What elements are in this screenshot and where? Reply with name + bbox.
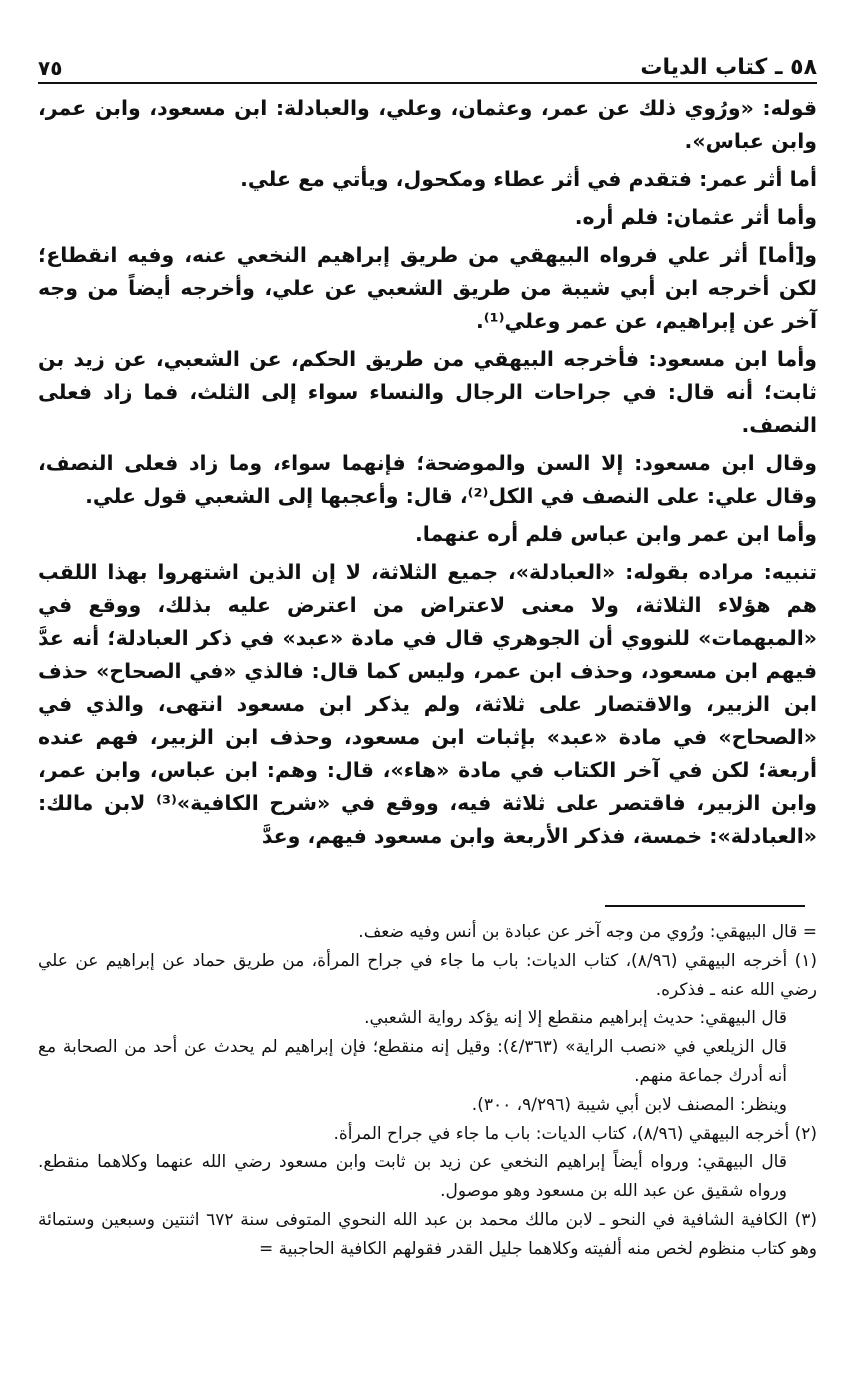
paragraph-7: وأما ابن عمر وابن عباس فلم أره عنهما. xyxy=(415,522,817,546)
paragraph-6: وقال ابن مسعود: إلا السن والموضحة؛ فإنهما سواء، وما زاد فعلى النصف، وقال علي: على النصف في الكل⁽²⁾، قال: وأعجبها إلى الشعبي قول علي. xyxy=(38,451,817,508)
header-rule xyxy=(38,82,817,84)
footnote-2: (٢) أخرجه البيهقي (٨/٩٦)، كتاب الديات: باب ما جاء في جراح المرأة. xyxy=(333,1123,817,1144)
footnote-1-note-b: قال الزيلعي في «نصب الراية» (٤/٣٦٣): وقيل إنه منقطع؛ فإن إبراهيم لم يحدث عن أحد من الصحابة مع أنه أدرك جماعة منهم. xyxy=(38,1037,787,1086)
footnote-1-note-a: قال البيهقي: حديث إبراهيم منقطع إلا إنه يؤكد رواية الشعبي. xyxy=(364,1008,787,1029)
footnotes xyxy=(38,918,817,1264)
footnote-1: (١) أخرجه البيهقي (٨/٩٦)، كتاب الديات: باب ما جاء في جراح المرأة، من طريق حماد عن إبراهيم عن علي رضي الله عنه ـ فذكره. xyxy=(38,950,817,1000)
folio-number: ٧٥ xyxy=(38,56,63,80)
paragraph-5: وأما ابن مسعود: فأخرجه البيهقي من طريق الحكم، عن الشعبي، عن زيد بن ثابت؛ أنه قال: في جراحات الرجال والنساء سواء إلى الثلث، فما زاد فعلى النصف. xyxy=(38,347,817,437)
paragraph-2: أما أثر عمر: فتقدم في أثر عطاء ومكحول، ويأتي مع علي. xyxy=(240,167,817,191)
running-head: ٥٨ ـ كتاب الديات xyxy=(640,55,817,80)
footnote-separator xyxy=(605,905,805,907)
page-header xyxy=(38,40,817,80)
paragraph-8: تنبيه: مراده بقوله: «العبادلة»، جميع الثلاثة، لا إن الذين اشتهروا بهذا اللقب هم هؤلاء الثلاثة، ولا معنى لاعتراض من اعترض عليه بذلك، ووقع في «المبهمات» للنووي أن الجوهري قال في مادة «عبد» في ذكر العبادلة؛ أنه عدَّ فيهم ابن مسعود، وحذف ابن عمر، وليس كما قال: فالذي «في الصحاح» حذف ابن الزبير، والاقتصار على ثلاثة، ولم يذكر ابن مسعود انتهى، والذي في «الصحاح» في مادة «عبد» بإثبات ابن مسعود، وحذف ابن الزبير، فهم عنده أربعة؛ لكن في آخر الكتاب في مادة «هاء»، قال: وهم: ابن عباس، وابن عمر، وابن الزبير، فاقتصر على ثلاثة فيه، ووقع في «شرح الكافية»⁽³⁾ لابن مالك: «العبادلة»: خمسة، فذكر الأربعة وابن مسعود فيهم، وعدَّ xyxy=(38,560,817,848)
footnote-1-note-c: وينظر: المصنف لابن أبي شيبة (٩/٢٩٦، ٣٠٠). xyxy=(471,1094,787,1115)
footnote-2-note-a: قال البيهقي: ورواه أيضاً إبراهيم النخعي عن زيد بن ثابت وابن مسعود رضي الله عنهما وكلاهما منقطع. ورواه شقيق عن عبد الله بن مسعود وهو موصول. xyxy=(38,1152,787,1202)
paragraph-1: قوله: «ورُوي ذلك عن عمر، وعثمان، وعلي، والعبادلة: ابن مسعود، وابن عمر، وابن عباس». xyxy=(38,96,817,153)
main-text xyxy=(38,92,817,858)
paragraph-4: و[أما] أثر علي فرواه البيهقي من طريق إبراهيم النخعي عنه، وفيه انقطاع؛ لكن أخرجه ابن أبي شيبة من طريق الشعبي عن علي، وأخرجه أيضاً من وجه آخر عن إبراهيم، عن عمر وعلي⁽¹⁾. xyxy=(38,243,817,333)
paragraph-3: وأما أثر عثمان: فلم أره. xyxy=(574,205,817,229)
footnote-3: (٣) الكافية الشافية في النحو ـ لابن مالك محمد بن عبد الله النحوي المتوفى سنة ٦٧٢ اثنتين وسبعين وستمائة وهو كتاب منظوم لخص منه ألفيته وكلاهما جليل القدر فقولهم الكافية الحاجبية = xyxy=(38,1209,817,1259)
footnote-continuation: = قال البيهقي: ورُوي من وجه آخر عن عبادة بن أنس وفيه ضعف. xyxy=(358,922,817,942)
